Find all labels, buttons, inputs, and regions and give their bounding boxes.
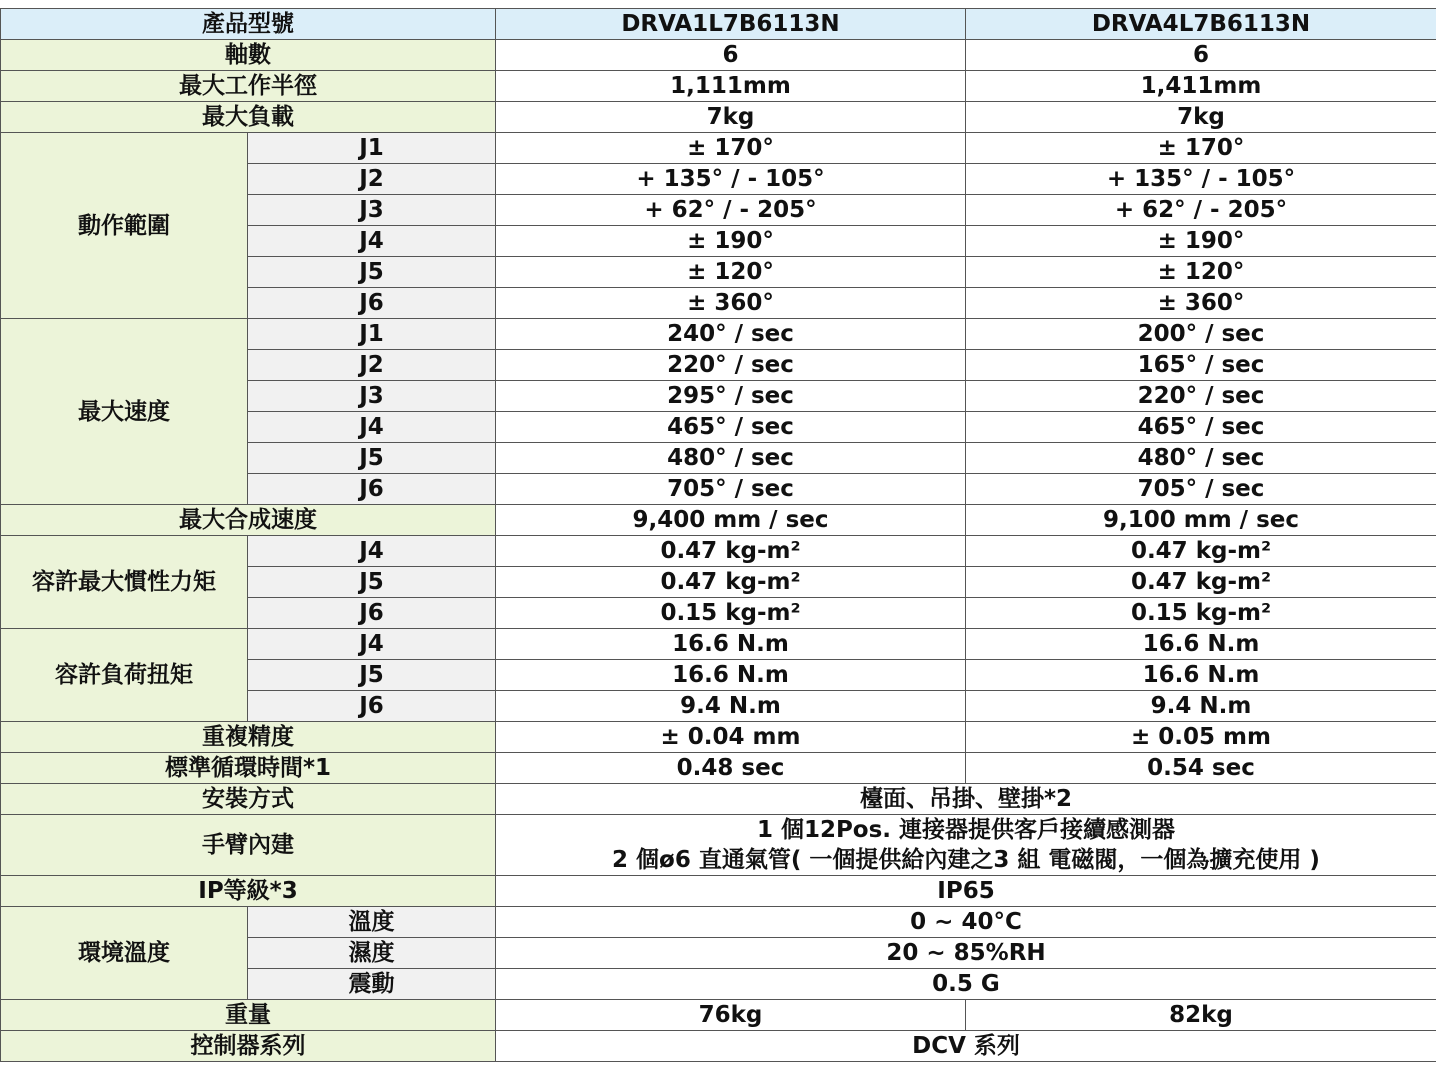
max-speed-value-a: 295° / sec (496, 381, 966, 412)
motion-range-value-a: + 135° / - 105° (496, 164, 966, 195)
arm-builtin-row (1, 815, 1436, 876)
motion-range-row (1, 133, 1436, 164)
controller-row (1, 1031, 1436, 1062)
environment-item: 震動 (248, 969, 496, 1000)
repeatability-label: 重複精度 (1, 722, 496, 753)
motion-range-value-a: ± 120° (496, 257, 966, 288)
motion-range-value-a: + 62° / - 205° (496, 195, 966, 226)
torque-value-b: 16.6 N.m (966, 629, 1436, 660)
torque-value-a: 16.6 N.m (496, 660, 966, 691)
torque-joint: J6 (248, 691, 496, 722)
inertia-value-b: 0.15 kg-m² (966, 598, 1436, 629)
max-speed-value-a: 240° / sec (496, 319, 966, 350)
motion-range-joint: J2 (248, 164, 496, 195)
torque-value-a: 9.4 N.m (496, 691, 966, 722)
max-speed-joint: J3 (248, 381, 496, 412)
weight-value-b: 82kg (966, 1000, 1436, 1031)
weight-label: 重量 (1, 1000, 496, 1031)
environment-label: 環境溫度 (1, 907, 248, 1000)
controller-label: 控制器系列 (1, 1031, 496, 1062)
max-speed-row (1, 319, 1436, 350)
composite-speed-row (1, 505, 1436, 536)
ip-rating-label: IP等級*3 (1, 876, 496, 907)
spec-table (0, 8, 1436, 1062)
max-speed-value-b: 465° / sec (966, 412, 1436, 443)
motion-range-value-a: ± 170° (496, 133, 966, 164)
motion-range-value-b: + 62° / - 205° (966, 195, 1436, 226)
torque-joint: J4 (248, 629, 496, 660)
repeatability-value-b: ± 0.05 mm (966, 722, 1436, 753)
header-row (1, 9, 1436, 40)
motion-range-joint: J3 (248, 195, 496, 226)
arm-builtin-value (496, 815, 1436, 876)
max-speed-joint: J6 (248, 474, 496, 505)
environment-value: 0.5 G (496, 969, 1436, 1000)
payload-value-b: 7kg (966, 102, 1436, 133)
max-speed-joint: J2 (248, 350, 496, 381)
inertia-value-b: 0.47 kg-m² (966, 536, 1436, 567)
motion-range-joint: J4 (248, 226, 496, 257)
reach-row (1, 71, 1436, 102)
cycle-time-value-a: 0.48 sec (496, 753, 966, 784)
repeatability-row (1, 722, 1436, 753)
composite-speed-value-b: 9,100 mm / sec (966, 505, 1436, 536)
weight-value-a: 76kg (496, 1000, 966, 1031)
axes-value-a: 6 (496, 40, 966, 71)
max-speed-joint: J4 (248, 412, 496, 443)
motion-range-value-b: ± 120° (966, 257, 1436, 288)
inertia-value-a: 0.15 kg-m² (496, 598, 966, 629)
payload-value-a: 7kg (496, 102, 966, 133)
environment-value: 0 ~ 40°C (496, 907, 1436, 938)
cycle-time-value-b: 0.54 sec (966, 753, 1436, 784)
environment-item: 溫度 (248, 907, 496, 938)
cycle-time-label: 標準循環時間*1 (1, 753, 496, 784)
max-speed-value-a: 480° / sec (496, 443, 966, 474)
inertia-value-a: 0.47 kg-m² (496, 536, 966, 567)
inertia-row (1, 536, 1436, 567)
model-a-header: DRVA1L7B6113N (496, 9, 966, 40)
max-speed-value-b: 705° / sec (966, 474, 1436, 505)
motion-range-value-a: ± 190° (496, 226, 966, 257)
torque-joint: J5 (248, 660, 496, 691)
ip-rating-row (1, 876, 1436, 907)
inertia-value-a: 0.47 kg-m² (496, 567, 966, 598)
torque-row (1, 629, 1436, 660)
motion-range-value-a: ± 360° (496, 288, 966, 319)
max-speed-joint: J5 (248, 443, 496, 474)
inertia-label: 容許最大慣性力矩 (1, 536, 248, 629)
torque-value-a: 16.6 N.m (496, 629, 966, 660)
controller-value: DCV 系列 (496, 1031, 1436, 1062)
cycle-time-row (1, 753, 1436, 784)
torque-label: 容許負荷扭矩 (1, 629, 248, 722)
composite-speed-label: 最大合成速度 (1, 505, 496, 536)
axes-label: 軸數 (1, 40, 496, 71)
payload-label: 最大負載 (1, 102, 496, 133)
inertia-value-b: 0.47 kg-m² (966, 567, 1436, 598)
motion-range-value-b: + 135° / - 105° (966, 164, 1436, 195)
composite-speed-value-a: 9,400 mm / sec (496, 505, 966, 536)
arm-builtin-line1: 1 個12Pos. 連接器提供客戶接續感測器 (756, 817, 1176, 843)
motion-range-label: 動作範圍 (1, 133, 248, 319)
reach-value-a: 1,111mm (496, 71, 966, 102)
max-speed-value-b: 200° / sec (966, 319, 1436, 350)
mounting-value: 檯面、吊掛、壁掛*2 (496, 784, 1436, 815)
max-speed-label: 最大速度 (1, 319, 248, 505)
arm-builtin-label: 手臂內建 (1, 815, 496, 876)
max-speed-value-a: 705° / sec (496, 474, 966, 505)
motion-range-value-b: ± 190° (966, 226, 1436, 257)
environment-value: 20 ~ 85%RH (496, 938, 1436, 969)
max-speed-value-b: 480° / sec (966, 443, 1436, 474)
max-speed-value-b: 165° / sec (966, 350, 1436, 381)
inertia-joint: J5 (248, 567, 496, 598)
motion-range-joint: J6 (248, 288, 496, 319)
weight-row (1, 1000, 1436, 1031)
model-header-label: 產品型號 (1, 9, 496, 40)
inertia-joint: J6 (248, 598, 496, 629)
inertia-joint: J4 (248, 536, 496, 567)
arm-builtin-line2: 2 個ø6 直通氣管( 一個提供給內建之3 組 電磁閥，一個為擴充使用 ) (612, 847, 1320, 873)
payload-row (1, 102, 1436, 133)
motion-range-value-b: ± 170° (966, 133, 1436, 164)
motion-range-joint: J1 (248, 133, 496, 164)
environment-row (1, 907, 1436, 938)
axes-value-b: 6 (966, 40, 1436, 71)
axes-row (1, 40, 1436, 71)
max-speed-value-a: 220° / sec (496, 350, 966, 381)
torque-value-b: 16.6 N.m (966, 660, 1436, 691)
repeatability-value-a: ± 0.04 mm (496, 722, 966, 753)
mounting-row (1, 784, 1436, 815)
ip-rating-value: IP65 (496, 876, 1436, 907)
max-speed-value-a: 465° / sec (496, 412, 966, 443)
mounting-label: 安裝方式 (1, 784, 496, 815)
environment-item: 濕度 (248, 938, 496, 969)
max-speed-joint: J1 (248, 319, 496, 350)
model-b-header: DRVA4L7B6113N (966, 9, 1436, 40)
reach-value-b: 1,411mm (966, 71, 1436, 102)
max-speed-value-b: 220° / sec (966, 381, 1436, 412)
motion-range-joint: J5 (248, 257, 496, 288)
reach-label: 最大工作半徑 (1, 71, 496, 102)
torque-value-b: 9.4 N.m (966, 691, 1436, 722)
motion-range-value-b: ± 360° (966, 288, 1436, 319)
